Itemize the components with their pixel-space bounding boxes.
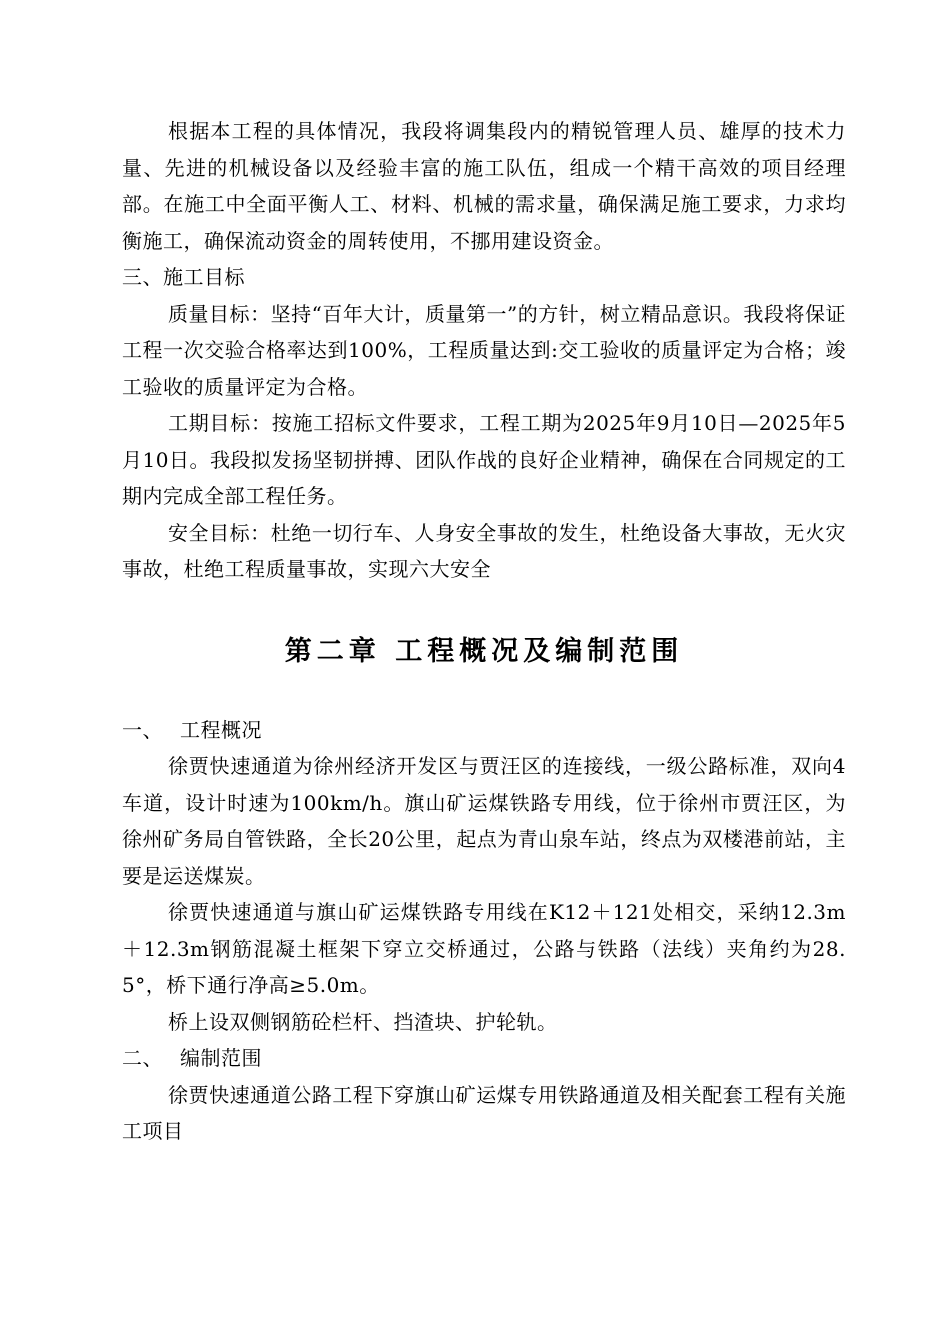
paragraph-overview-road: 徐贾快速通道为徐州经济开发区与贾汪区的连接线，一级公路标准，双向4车道，设计时速为100km/h。旗山矿运煤铁路专用线，位于徐州市贾汪区，为徐州矿务局自管铁路，全长20公里，起点为青山泉车站，终点为双楼港前站，主要是运送煤炭。: [122, 754, 846, 888]
paragraph-overview-bridge: 桥上设双侧钢筋砼栏杆、挡渣块、护轮轨。: [168, 1009, 558, 1034]
section-heading-scope: [122, 1040, 846, 1077]
document-page: [122, 113, 846, 1150]
paragraph-overview-intersection: 徐贾快速通道与旗山矿运煤铁路专用线在K12＋121处相交，采纳12.3m＋12.3m钢筋混凝土框架下穿立交桥通过，公路与铁路（法线）夹角约为28.5°，桥下通行净高≥5.0m。: [122, 900, 846, 997]
section-number: 一、: [122, 717, 163, 742]
paragraph-quality-goal: 质量目标：坚持“百年大计，质量第一”的方针，树立精品意识。我段将保证工程一次交验合格率达到100%，工程质量达到:交工验收的质量评定为合格；竣工验收的质量评定为合格。: [122, 301, 846, 399]
section-heading-overview: [122, 712, 846, 749]
section-number: 二、: [122, 1046, 163, 1070]
section-heading-text: 工程概况: [180, 717, 262, 742]
section-heading-text: 编制范围: [180, 1046, 262, 1070]
paragraph-safety-goal: 安全目标：杜绝一切行车、人身安全事故的发生，杜绝设备大事故，无火灾事故，杜绝工程质量事故，实现六大安全: [122, 520, 846, 581]
paragraph-project-organization: 根据本工程的具体情况，我段将调集段内的精锐管理人员、雄厚的技术力量、先进的机械设备以及经验丰富的施工队伍，组成一个精干高效的项目经理部。在施工中全面平衡人工、材料、机械的需求量，确保满足施工要求，力求均衡施工，确保流动资金的周转使用，不挪用建设资金。: [122, 119, 846, 253]
chapter-title: 第二章 工程概况及编制范围: [284, 635, 684, 667]
section-heading-construction-goals: 三、施工目标: [122, 265, 245, 289]
paragraph-scope: 徐贾快速通道公路工程下穿旗山矿运煤专用铁路通道及相关配套工程有关施工项目: [122, 1082, 846, 1143]
paragraph-schedule-goal: 工期目标：按施工招标文件要求，工程工期为2025年9月10日—2025年5月10日。我段拟发扬坚韧拼搏、团队作战的良好企业精神，确保在合同规定的工期内完成全部工程任务。: [122, 411, 846, 508]
